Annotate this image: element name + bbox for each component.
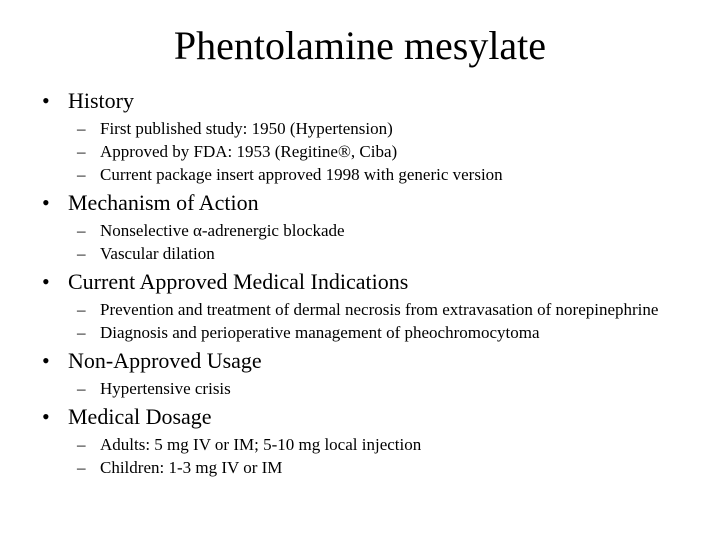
list-item-text: Children: 1-3 mg IV or IM <box>100 458 283 477</box>
bullet-icon: • <box>42 88 50 113</box>
list-item <box>40 142 690 161</box>
section-heading-text: Medical Dosage <box>68 404 212 429</box>
list-item-text: Vascular dilation <box>100 244 215 263</box>
dash-icon: – <box>77 244 86 263</box>
section-heading-text: Mechanism of Action <box>68 190 259 215</box>
list-item-text: First published study: 1950 (Hypertension) <box>100 119 393 138</box>
section-heading-history <box>40 88 690 114</box>
list-item <box>40 323 690 342</box>
dash-icon: – <box>77 165 86 184</box>
section-items-dosage <box>40 435 690 477</box>
section-heading-indications <box>40 269 690 295</box>
dash-icon: – <box>77 300 86 319</box>
section-heading-text: Current Approved Medical Indications <box>68 269 409 294</box>
list-item-text: Adults: 5 mg IV or IM; 5-10 mg local injection <box>100 435 422 454</box>
list-item <box>40 165 690 184</box>
list-item-text: Approved by FDA: 1953 (Regitine®, Ciba) <box>100 142 398 161</box>
section-heading-mechanism <box>40 190 690 216</box>
bullet-icon: • <box>42 404 50 429</box>
bullet-icon: • <box>42 269 50 294</box>
section-items-indications <box>40 300 690 342</box>
slide-body <box>40 86 690 483</box>
list-item <box>40 119 690 138</box>
dash-icon: – <box>77 379 86 398</box>
list-item-text: Current package insert approved 1998 with generic version <box>100 165 503 184</box>
list-item <box>40 458 690 477</box>
dash-icon: – <box>77 323 86 342</box>
list-item <box>40 221 690 240</box>
dash-icon: – <box>77 221 86 240</box>
dash-icon: – <box>77 435 86 454</box>
section-heading-non-approved <box>40 348 690 374</box>
dash-icon: – <box>77 458 86 477</box>
list-item-text: Prevention and treatment of dermal necrosis from extravasation of norepinephrine <box>100 300 659 319</box>
bullet-icon: • <box>42 190 50 215</box>
list-item <box>40 379 690 398</box>
list-item-text: Diagnosis and perioperative management of pheochromocytoma <box>100 323 540 342</box>
section-items-mechanism <box>40 221 690 263</box>
list-item-text: Hypertensive crisis <box>100 379 231 398</box>
section-heading-text: History <box>68 88 134 113</box>
section-items-non-approved <box>40 379 690 398</box>
slide-title: Phentolamine mesylate <box>173 23 547 68</box>
list-item <box>40 244 690 263</box>
list-item <box>40 435 690 454</box>
list-item <box>40 300 690 319</box>
list-item-text: Nonselective α-adrenergic blockade <box>100 221 345 240</box>
bullet-icon: • <box>42 348 50 373</box>
section-items-history <box>40 119 690 184</box>
dash-icon: – <box>77 142 86 161</box>
section-heading-text: Non-Approved Usage <box>68 348 262 373</box>
dash-icon: – <box>77 119 86 138</box>
section-heading-dosage <box>40 404 690 430</box>
